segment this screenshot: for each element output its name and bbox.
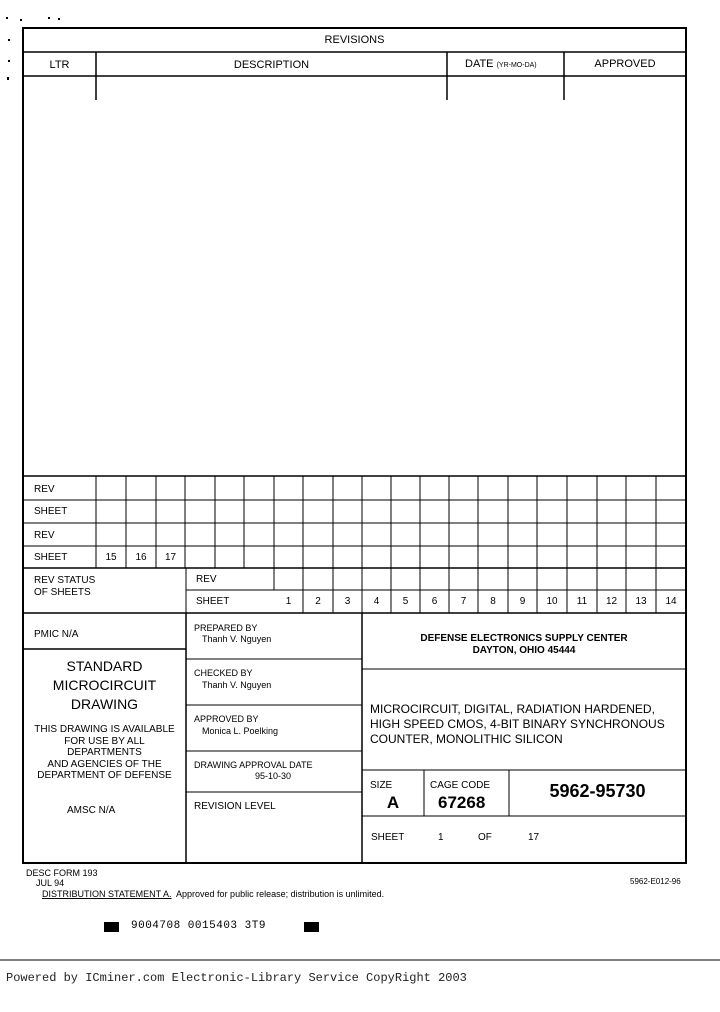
sheet-info-total: 17 — [528, 832, 540, 843]
checked-label: CHECKED BY — [194, 668, 253, 678]
drawing-number: 5962-95730 — [549, 781, 646, 801]
approved-label: APPROVED BY — [194, 714, 259, 724]
distribution-text: Approved for public release; distribution is unlimited. — [176, 889, 385, 899]
lower-sheet-number: 7 — [460, 596, 467, 607]
col-approved: APPROVED — [594, 58, 656, 70]
agency-line2: DAYTON, OHIO 45444 — [472, 645, 576, 656]
sheet-label-3: SHEET — [196, 596, 230, 607]
col-date — [465, 59, 537, 70]
lower-sheet-number: 13 — [635, 596, 647, 607]
pmic: PMIC N/A — [34, 629, 79, 640]
sheet-label-1: SHEET — [34, 506, 68, 517]
rev-label-3: REV — [196, 574, 217, 585]
col-date-format: (YR-MO-DA) — [496, 62, 537, 69]
lower-sheet-number: 2 — [315, 596, 321, 607]
availability-1: THIS DRAWING IS AVAILABLE — [34, 724, 175, 735]
lower-sheet-number: 11 — [576, 596, 588, 607]
standard-line2: MICROCIRCUIT — [52, 677, 157, 693]
lower-sheet-number: 5 — [402, 596, 409, 607]
sheet-info-of: OF — [478, 832, 492, 843]
cage-value: 67268 — [438, 793, 486, 812]
form-number: DESC FORM 193 — [26, 868, 98, 878]
col-ltr: LTR — [49, 59, 70, 71]
approval-date-label: DRAWING APPROVAL DATE — [194, 760, 313, 770]
availability-5: DEPARTMENT OF DEFENSE — [37, 770, 172, 781]
prepared-label: PREPARED BY — [194, 623, 258, 633]
availability-3: DEPARTMENTS — [67, 747, 142, 758]
rev-status-label: REV STATUS — [34, 575, 96, 586]
upper-sheet-number: 16 — [135, 552, 147, 563]
form-date: JUL 94 — [36, 878, 65, 888]
col-date-label: DATE — [465, 58, 494, 70]
rev-label-2: REV — [34, 530, 55, 541]
upper-sheet-number: 17 — [164, 552, 177, 563]
sheet-label-2: SHEET — [34, 552, 68, 563]
rev-label-1: REV — [34, 484, 55, 495]
document-code: 5962-E012-96 — [630, 877, 681, 886]
title-line1: MICROCIRCUIT, DIGITAL, RADIATION HARDENED, — [370, 702, 655, 716]
lower-sheet-number: 12 — [605, 596, 618, 607]
distribution-label: DISTRIBUTION STATEMENT A. — [42, 889, 172, 899]
prepared-name: Thanh V. Nguyen — [202, 634, 272, 644]
cage-label: CAGE CODE — [430, 780, 491, 791]
powered-by: Powered by ICminer.com Electronic-Library Service CopyRight 2003 — [6, 971, 467, 985]
lower-sheet-number: 14 — [665, 596, 677, 607]
col-description: DESCRIPTION — [233, 59, 310, 71]
agency-line1: DEFENSE ELECTRONICS SUPPLY CENTER — [420, 633, 628, 644]
approved-name: Monica L. Poelking — [202, 726, 279, 736]
standard-line1: STANDARD — [66, 658, 143, 674]
size-label: SIZE — [370, 780, 393, 791]
standard-line3: DRAWING — [70, 696, 139, 712]
upper-sheet-number: 15 — [105, 552, 117, 563]
lower-sheet-number: 10 — [546, 596, 558, 607]
amsc: AMSC N/A — [67, 805, 116, 816]
lower-sheet-number: 1 — [285, 596, 292, 607]
barcode-text: 9004708 0015403 3T9 — [131, 920, 266, 932]
title-line2: HIGH SPEED CMOS, 4-BIT BINARY SYNCHRONOUS — [370, 717, 665, 731]
distribution-statement — [42, 890, 384, 899]
lower-sheet-number: 9 — [519, 596, 526, 607]
sheet-info-label: SHEET — [371, 832, 405, 843]
revisions-title: REVISIONS — [324, 34, 385, 46]
title-line3: COUNTER, MONOLITHIC SILICON — [370, 732, 563, 746]
lower-sheet-number: 3 — [344, 596, 351, 607]
availability-4: AND AGENCIES OF THE — [47, 759, 162, 770]
of-sheets-label: OF SHEETS — [34, 587, 91, 598]
approval-date-value: 95-10-30 — [255, 771, 292, 781]
sheet-info-number: 1 — [438, 832, 444, 843]
lower-sheet-number: 8 — [490, 596, 496, 607]
availability-2: FOR USE BY ALL — [64, 736, 145, 747]
size-value: A — [386, 793, 400, 812]
checked-name: Thanh V. Nguyen — [202, 680, 272, 690]
lower-sheet-number: 6 — [431, 596, 438, 607]
revision-level-label: REVISION LEVEL — [194, 801, 276, 812]
lower-sheet-number: 4 — [373, 596, 380, 607]
